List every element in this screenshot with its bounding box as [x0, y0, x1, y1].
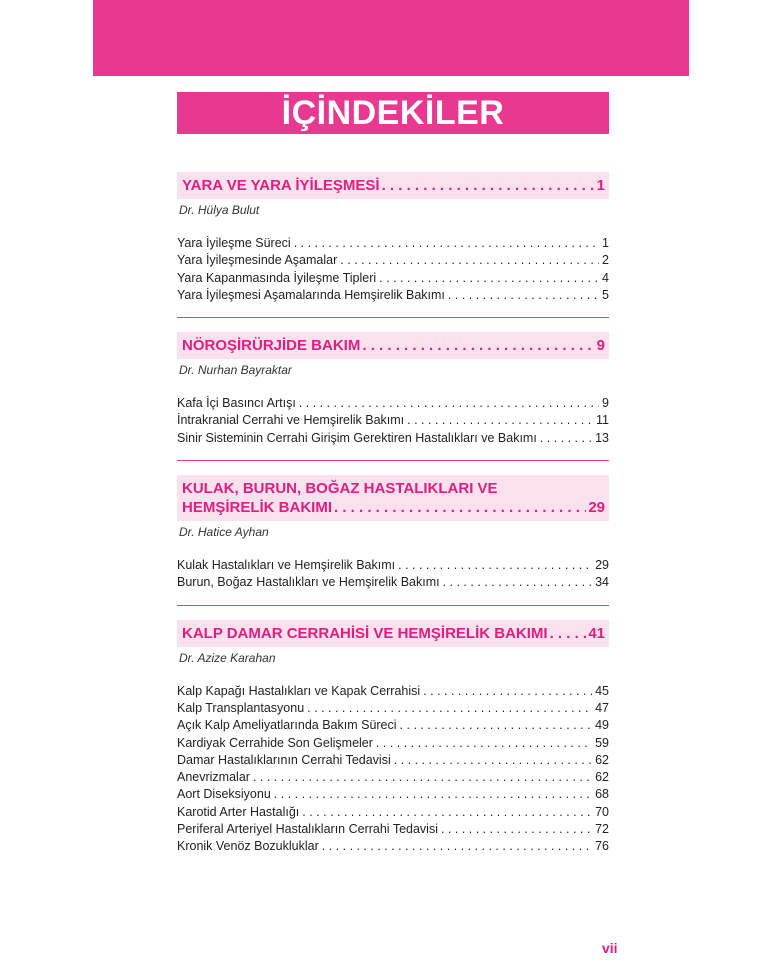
section-page-number: 9	[596, 337, 605, 355]
toc-entry-page: 68	[595, 787, 609, 802]
toc-entry[interactable]	[177, 769, 609, 786]
toc-entry-title: Periferal Arteriyel Hastalıkların Cerrahi Tedavisi	[177, 822, 438, 837]
toc-entry-page: 72	[595, 822, 609, 837]
dot-leader	[400, 717, 593, 734]
dot-leader	[550, 624, 587, 643]
toc-entry-page: 76	[595, 839, 609, 854]
dot-leader	[274, 786, 592, 803]
section-heading[interactable]	[177, 332, 609, 359]
dot-leader	[362, 336, 594, 355]
toc-entry[interactable]	[177, 821, 609, 838]
toc-entry[interactable]	[177, 717, 609, 734]
section-page-number: 1	[596, 177, 605, 194]
toc-entry[interactable]	[177, 574, 609, 591]
dot-leader	[302, 804, 592, 821]
section-heading-text: KALP DAMAR CERRAHİSİ VE HEMŞİRELİK BAKIMI	[182, 624, 548, 642]
section-author: Dr. Nurhan Bayraktar	[179, 363, 292, 378]
dot-leader	[334, 498, 586, 517]
table-of-contents	[177, 172, 609, 856]
toc-entry-page: 1	[602, 236, 609, 250]
dot-leader	[299, 395, 599, 412]
toc-entry-page: 62	[595, 770, 609, 785]
toc-entry[interactable]	[177, 752, 609, 769]
toc-entry[interactable]	[177, 557, 609, 574]
toc-entry[interactable]	[177, 430, 609, 447]
dot-leader	[294, 235, 599, 252]
toc-entry-title: Yara İyileşmesinde Aşamalar	[177, 253, 338, 268]
dot-leader	[379, 270, 599, 287]
section-heading-text: NÖROŞİRÜRJİDE BAKIM	[182, 337, 361, 355]
toc-entry[interactable]	[177, 235, 609, 252]
top-color-band	[93, 0, 689, 76]
toc-entry-page: 9	[602, 396, 609, 411]
toc-entry-page: 45	[595, 683, 609, 698]
toc-section	[177, 332, 609, 461]
toc-entry-title: Kalp Kapağı Hastalıkları ve Kapak Cerrahisi	[177, 683, 421, 698]
section-page-number: 41	[588, 624, 605, 642]
toc-entry-title: Yara İyileşme Süreci	[177, 236, 291, 250]
toc-entry-title: Aort Diseksiyonu	[177, 787, 271, 802]
dot-leader	[307, 700, 592, 717]
section-heading-text: HEMŞİRELİK BAKIMI	[182, 499, 332, 517]
toc-entry[interactable]	[177, 786, 609, 803]
section-heading[interactable]	[177, 172, 609, 199]
toc-entry[interactable]	[177, 252, 609, 269]
section-author: Dr. Hülya Bulut	[179, 203, 260, 217]
dot-leader	[398, 557, 592, 574]
toc-entry-title: Damar Hastalıklarının Cerrahi Tedavisi	[177, 752, 391, 767]
section-page-number: 29	[588, 499, 605, 517]
toc-entry-page: 4	[602, 270, 609, 285]
section-heading[interactable]	[177, 620, 609, 647]
dot-leader	[423, 683, 592, 700]
dot-leader	[443, 574, 593, 591]
toc-entry-page: 47	[595, 700, 609, 715]
toc-entry-page: 62	[595, 752, 609, 767]
page-title: İÇİNDEKİLER	[281, 93, 505, 132]
toc-section	[177, 475, 609, 606]
dot-leader	[448, 287, 599, 304]
toc-entry-title: Yara Kapanmasında İyileşme Tipleri	[177, 270, 377, 285]
title-banner	[177, 92, 609, 134]
toc-section	[177, 620, 609, 856]
toc-entry[interactable]	[177, 735, 609, 752]
toc-entry-title: Burun, Boğaz Hastalıkları ve Hemşirelik Bakımı	[177, 575, 440, 590]
section-author: Dr. Azize Karahan	[179, 650, 276, 665]
toc-entry-title: Karotid Arter Hastalığı	[177, 804, 300, 819]
toc-entry-page: 49	[595, 718, 609, 733]
toc-entry-page: 70	[595, 804, 609, 819]
dot-leader	[340, 252, 599, 269]
toc-entry[interactable]	[177, 412, 609, 429]
toc-entry[interactable]	[177, 838, 609, 855]
toc-entry-page: 29	[595, 558, 609, 573]
dot-leader	[540, 430, 592, 447]
page-number: vii	[602, 940, 618, 956]
toc-entry-page: 11	[596, 413, 609, 428]
toc-entry[interactable]	[177, 270, 609, 287]
toc-entry[interactable]	[177, 287, 609, 304]
toc-entry[interactable]	[177, 700, 609, 717]
toc-entry-title: Açık Kalp Ameliyatlarında Bakım Süreci	[177, 718, 397, 733]
toc-entry-page: 2	[602, 253, 609, 268]
section-author: Dr. Hatice Ayhan	[179, 525, 269, 540]
toc-entry[interactable]	[177, 395, 609, 412]
toc-entry-page: 5	[602, 287, 609, 302]
dot-leader	[376, 735, 592, 752]
dot-leader	[253, 769, 592, 786]
toc-entry-page: 59	[595, 735, 609, 750]
dot-leader	[382, 176, 595, 195]
toc-entry-title: Sinir Sisteminin Cerrahi Girişim Gerektiren Hastalıkları ve Bakımı	[177, 430, 537, 445]
toc-entry-page: 13	[595, 430, 609, 445]
dot-leader	[441, 821, 592, 838]
section-divider	[177, 605, 609, 606]
toc-entry-title: Kulak Hastalıkları ve Hemşirelik Bakımı	[177, 558, 396, 573]
toc-entry-title: Kalp Transplantasyonu	[177, 700, 305, 715]
toc-entry-title: Kafa İçi Basıncı Artışı	[177, 396, 296, 411]
toc-entry-title: Yara İyileşmesi Aşamalarında Hemşirelik Bakımı	[177, 287, 445, 302]
toc-entry[interactable]	[177, 804, 609, 821]
toc-entry-title: Kronik Venöz Bozukluklar	[177, 839, 319, 854]
dot-leader	[394, 752, 592, 769]
toc-entry-page: 34	[595, 575, 609, 590]
toc-section	[177, 172, 609, 318]
section-divider	[177, 317, 609, 318]
section-heading-text: KULAK, BURUN, BOĞAZ HASTALIKLARI VE	[182, 480, 498, 498]
toc-entry-title: Kardiyak Cerrahide Son Gelişmeler	[177, 735, 373, 750]
toc-entry-title: Anevrizmalar	[177, 770, 250, 785]
toc-entry-title: İntrakranial Cerrahi ve Hemşirelik Bakımı	[177, 413, 405, 428]
dot-leader	[322, 838, 592, 855]
section-heading[interactable]	[177, 475, 609, 521]
dot-leader	[407, 412, 593, 429]
section-divider	[177, 460, 609, 461]
toc-entry[interactable]	[177, 683, 609, 700]
section-heading-text: YARA VE YARA İYİLEŞMESİ	[182, 177, 380, 194]
